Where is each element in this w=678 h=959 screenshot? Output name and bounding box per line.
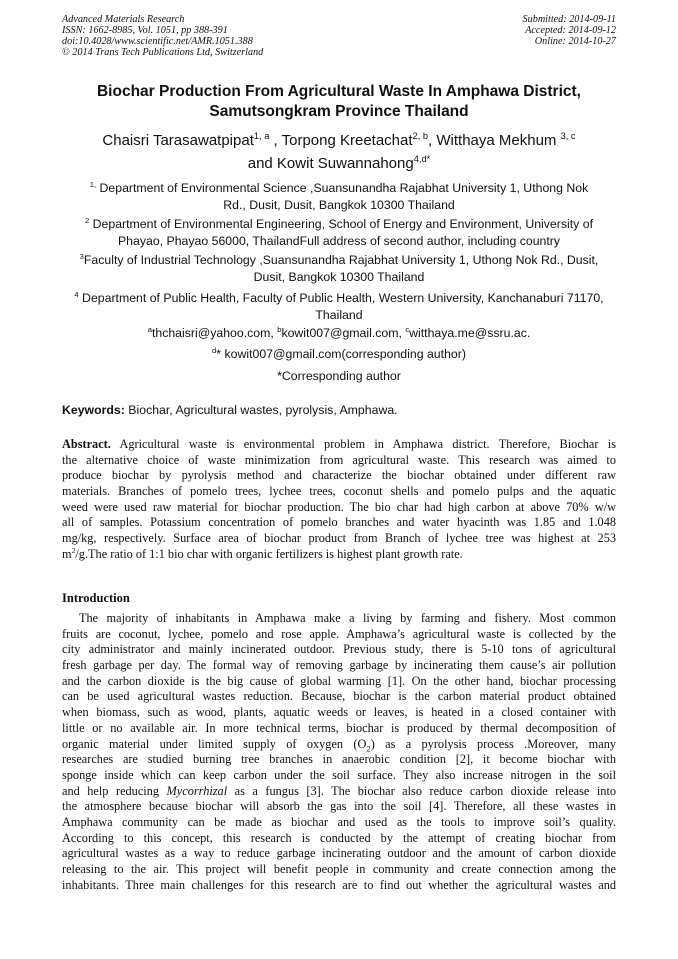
email-address: * kowit007@gmail.com(corresponding author) bbox=[216, 347, 466, 361]
keywords-text: Biochar, Agricultural wastes, pyrolysis, Amphawa. bbox=[124, 403, 398, 417]
intro-line: city administrator and mainly incinerated outdoor. Previous study, there is 5-10 tons of agricultural bbox=[62, 642, 616, 657]
author-affil-sup: 3, c bbox=[560, 131, 576, 141]
intro-line: and the carbon dioxide is the big cause of global warming [1]. On the other hand, biochar processing bbox=[62, 673, 616, 688]
author-line bbox=[62, 152, 616, 175]
author-affil-sup: 2, b bbox=[412, 131, 429, 141]
journal-info bbox=[62, 14, 263, 58]
affil-text: Thailand bbox=[315, 307, 363, 322]
doi-line: doi:10.4028/www.scientific.net/AMR.1051.388 bbox=[62, 36, 253, 47]
affil-text: Department of Environmental Science ,Suansunandha Rajabhat University 1, Uthong Nok bbox=[96, 181, 589, 195]
author-name: Chaisri Tarasawatpipat bbox=[102, 132, 254, 149]
author-name: and Kowit Suwannahong bbox=[247, 155, 414, 172]
paper-title bbox=[62, 82, 616, 122]
affil-text: Phayao, Phayao 56000, ThailandFull address of second author, including country bbox=[117, 233, 561, 248]
email-list: $^a$thchaisri@yahoo.com, $^b$kowit007@gmail.com, $^c$witthaya.me@ssru.ac. bbox=[147, 324, 531, 340]
abstract-line: the alternative choice of waste minimization from agricultural waste. This research was aimed to bbox=[62, 452, 616, 467]
author-name: , Torpong Kreetachat bbox=[269, 132, 413, 149]
keywords bbox=[62, 403, 616, 417]
author-name: , Witthaya Mekhum bbox=[428, 132, 561, 149]
intro-line: little or no available air. In more technical terms, biochar is produced by thermal decomposition of bbox=[62, 720, 616, 735]
affiliation-3 bbox=[62, 252, 616, 285]
affiliation-2 bbox=[62, 216, 616, 249]
affil-number: 2 bbox=[85, 215, 90, 225]
email-address: thchaisri@yahoo.com, bbox=[151, 326, 278, 340]
corresponding-note: *Corresponding author bbox=[277, 369, 401, 383]
copyright-line: © 2014 Trans Tech Publications Ltd, Switzerland bbox=[62, 47, 264, 58]
intro-line: and help reducing Mycorrhizal as a fungus [3]. The biochar also reduce carbon dioxide release into bbox=[62, 783, 616, 798]
intro-line: organic material under limited supply of oxygen $(O_2)$ as a pyrolysis process .Moreover, many bbox=[62, 736, 616, 753]
abstract-line: weed were used raw material for biochar production. The bio char had high carbon at above 70% w/w bbox=[62, 499, 616, 514]
submitted-date: Submitted: 2014-09-11 bbox=[522, 14, 616, 25]
abstract-line: all of samples. Potassium concentration of pomelo branches and water hyacinth was 1.85 and 1.048 bbox=[62, 515, 616, 530]
abstract-line: mg/kg, respectively. Surface area of biochar product from Branch of lychee tree was highest at 253 bbox=[62, 531, 616, 546]
intro-line: inhabitants. Three main challenges for this research are to find out whether the agricultural wastes and bbox=[62, 877, 616, 892]
author-affil-sup: 1, a bbox=[253, 131, 270, 141]
affil-text: Department of Public Health, Faculty of Public Health, Western University, Kanchanaburi 71170, bbox=[78, 291, 604, 305]
intro-line: fruits are coconut, lychee, pomelo and rose apple. Amphawa’s agricultural waste is collected by the bbox=[62, 626, 616, 641]
intro-line: the atmosphere because biochar will absorb the gas into the soil [4]. Therefore, all these wastes in bbox=[62, 799, 616, 814]
title-line: Samutsongkram Province Thailand bbox=[209, 103, 469, 120]
affil-number: 3 bbox=[79, 251, 84, 261]
title-line: Biochar Production From Agricultural Waste In Amphawa District, bbox=[96, 83, 581, 100]
corresponding-email: $^d$* kowit007@gmail.com(corresponding author) bbox=[212, 345, 466, 361]
abstract-line: Abstract. Agricultural waste is environmental problem in Amphawa district. Therefore, Biochar is bbox=[62, 437, 616, 451]
abstract-line: materials. Branches of pomelo trees, lychee trees, coconut shells and pomelo pulps and the aquatic bbox=[62, 484, 616, 499]
affil-text: Rd., Dusit, Dusit, Bangkok 10300 Thailand bbox=[223, 197, 455, 212]
affiliation-4 bbox=[62, 290, 616, 323]
species-name: Mycorrhizal bbox=[166, 783, 228, 798]
abstract-label: Abstract. bbox=[62, 437, 111, 451]
email-address: witthaya.me@ssru.ac. bbox=[409, 326, 531, 340]
intro-line: researches are studied burning tree branches in anaerobic condition [2], it become biochar with bbox=[62, 752, 616, 767]
intro-line: agricultural wastes as a way to reduce garbage incinerating outdoor and the amount of carbon dioxide bbox=[62, 846, 616, 861]
intro-line: The majority of inhabitants in Amphawa make a living by farming and fishery. Most common bbox=[79, 611, 616, 625]
intro-line: fresh garbage per day. The formal way of removing garbage by incinerating them cause’s air pollution bbox=[62, 658, 616, 673]
abstract bbox=[62, 437, 616, 563]
submission-dates bbox=[523, 14, 616, 47]
intro-line: Amphawa community can be made as biochar and used as the tools to improve soil’s quality. bbox=[62, 814, 616, 829]
author-affil-sup: 4,d* bbox=[413, 154, 431, 164]
affil-number: 1, bbox=[89, 179, 97, 189]
affil-number: 4 bbox=[74, 289, 79, 299]
introduction-body bbox=[62, 611, 616, 893]
online-date: Online: 2014-10-27 bbox=[534, 36, 616, 47]
journal-name: Advanced Materials Research bbox=[62, 14, 185, 25]
intro-line: According to this concept, this research is conducted by the attempt of creating biochar from bbox=[62, 830, 616, 845]
keywords-label: Keywords: bbox=[62, 403, 125, 417]
abstract-line: produce biochar by pyrolysis method and characterize the biochar obtained under different raw bbox=[62, 468, 616, 483]
intro-line: when biomass, such as wood, plants, aquatic weeds or leaves, is heated in a closed container with bbox=[62, 705, 616, 720]
affil-text: Faculty of Industrial Technology ,Suansunandha Rajabhat University 1, Uthong Nok Rd., Dusit, bbox=[83, 253, 599, 267]
section-heading-introduction: Introduction bbox=[62, 591, 130, 605]
intro-line: sponge inside which can keep carbon under the soil surface. They also increase nitrogen in the soil bbox=[62, 767, 616, 782]
affiliation-1 bbox=[62, 180, 616, 213]
email-address: kowit007@gmail.com, bbox=[281, 326, 406, 340]
affil-text: Dusit, Bangkok 10300 Thailand bbox=[253, 269, 425, 284]
intro-line: can be used agricultural wastes reduction. Because, biochar is the carbon material product obtained bbox=[62, 689, 616, 704]
affil-text: Department of Environmental Engineering, School of Energy and Environment, University of bbox=[89, 217, 593, 231]
accepted-date: Accepted: 2014-09-12 bbox=[525, 25, 616, 36]
intro-line: releasing to the air. This project will benefit people in community and create connection among the bbox=[62, 862, 616, 876]
author-list bbox=[62, 129, 616, 175]
author-line bbox=[62, 129, 616, 152]
abstract-line: $m^2/g.The$ ratio of 1:1 bio char with organic fertilizers is highest plant growth rate. bbox=[62, 545, 463, 561]
issn-line: ISSN: 1662-8985, Vol. 1051, pp 388-391 bbox=[62, 25, 228, 36]
